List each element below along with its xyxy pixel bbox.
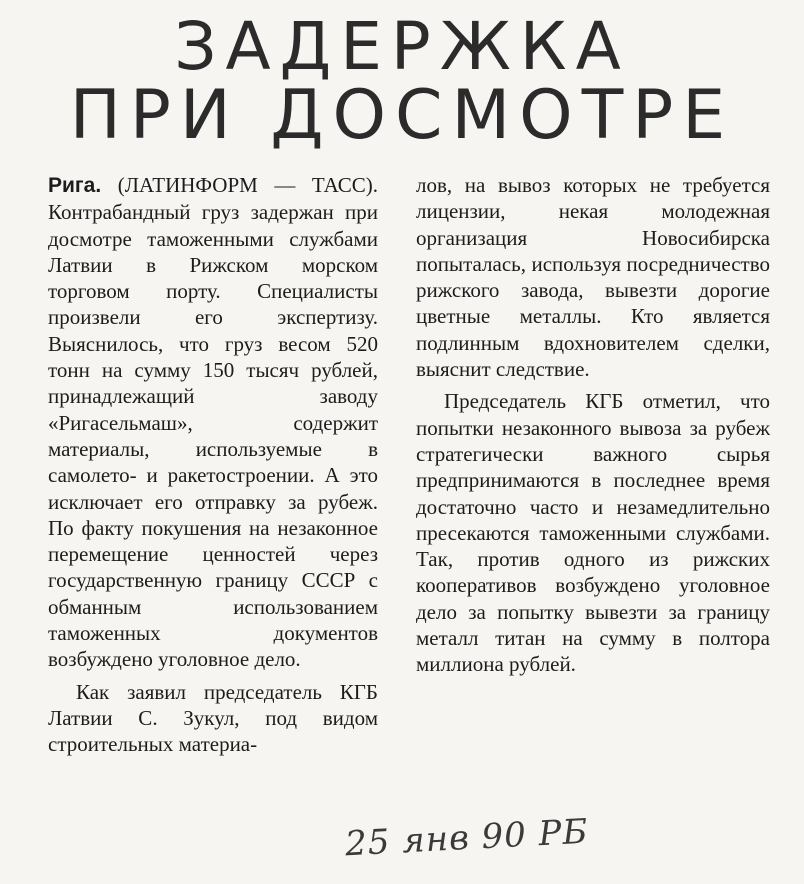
article-paragraph: Председатель КГБ отметил, что попытки незаконного вывоза за рубеж стратегически важного сырья предпринимаются в последнее время достаточно часто и незамедлительно пресекаются таможенными службами. Так, против одного из рижских кооперативов возбуждено уголовное дело за попытку вывезти за границу металл титан на сумму в полтора миллиона рублей. xyxy=(416,389,770,677)
headline-line-2: ПРИ ДОСМОТРЕ xyxy=(69,76,735,155)
article-right-column xyxy=(416,172,770,678)
dateline: Рига. xyxy=(48,174,102,197)
paragraph-text: (ЛАТИНФОРМ — ТАСС). Контрабандный груз задержан при досмотре таможенными службами Латвии в Рижском морском торговом порту. Специалисты произвели его экспертизу. Выяснилось, что груз весом 520 тонн на сумму 150 тысяч рублей, принадлежащий заводу «Ригасельмаш», содержит материалы, используемые в самолето- и ракетостроении. А это исключает его отправку за рубеж. По факту покушения на незаконное перемещение ценностей через государственную границу СССР с обманным использованием таможенных документов возбуждено уголовное дело. xyxy=(48,173,378,672)
article-paragraph xyxy=(48,172,378,673)
handwritten-date-note: 25 янв 90 РБ xyxy=(344,811,590,865)
article-left-column xyxy=(48,172,378,758)
headline-line-1: ЗАДЕРЖКА xyxy=(174,8,630,85)
article-paragraph: Как заявил председатель КГБ Латвии С. Зукул, под видом строительных материа- xyxy=(48,679,378,757)
article-paragraph: лов, на вывоз которых не требуется лицензии, некая молодежная организация Новосибирска попыталась, используя посредничество рижского завода, вывезти дорогие цветные металлы. Кто является подлинным вдохновителем сделки, выяснит следствие. xyxy=(416,173,770,382)
